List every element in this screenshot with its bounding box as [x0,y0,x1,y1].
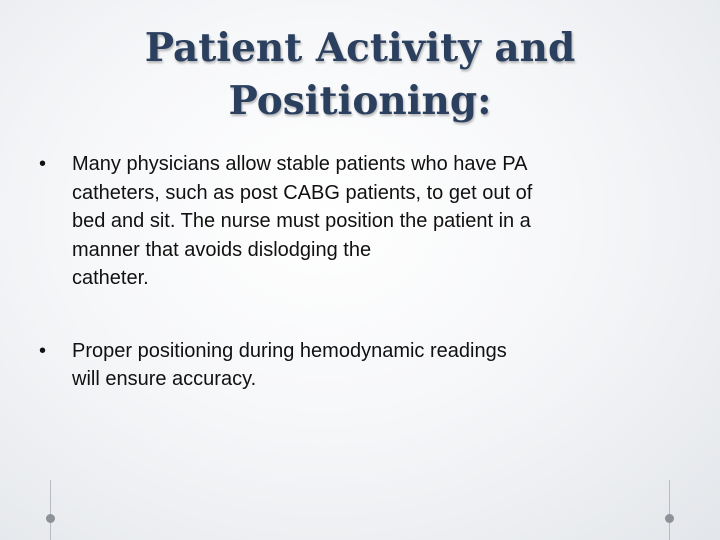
bullet-list [34,150,694,394]
ornament-right-dot-icon [665,514,674,523]
bullet-item-physicians [34,150,694,293]
ornament-right-line [669,480,670,540]
bullet-item-positioning [34,337,694,394]
footer-ornament [46,480,674,540]
ornament-left-dot-icon [46,514,55,523]
bullet-line: will ensure accuracy. [72,368,257,390]
bullet-line: Proper positioning during hemodynamic readings [72,339,507,362]
slide-title [60,22,660,128]
bullet-line: Many physicians allow stable patients who have PA [72,153,528,175]
bullet-line: bed and sit. The nurse must position the patient in a [72,210,531,232]
ornament-left-line [50,480,51,540]
bullet-text [72,337,694,394]
bullet-dot-icon: • [39,153,47,175]
title-line-1: Patient Activity and [144,25,576,71]
bullet-line: catheters, such as post CABG patients, to get out of [72,181,533,204]
bullet-text [72,150,694,293]
bullet-line: manner that avoids dislodging the [72,238,372,261]
title-line-2: Positioning: [228,78,492,124]
bullet-line: catheter. [72,267,149,289]
bullet-dot-icon: • [39,339,47,362]
